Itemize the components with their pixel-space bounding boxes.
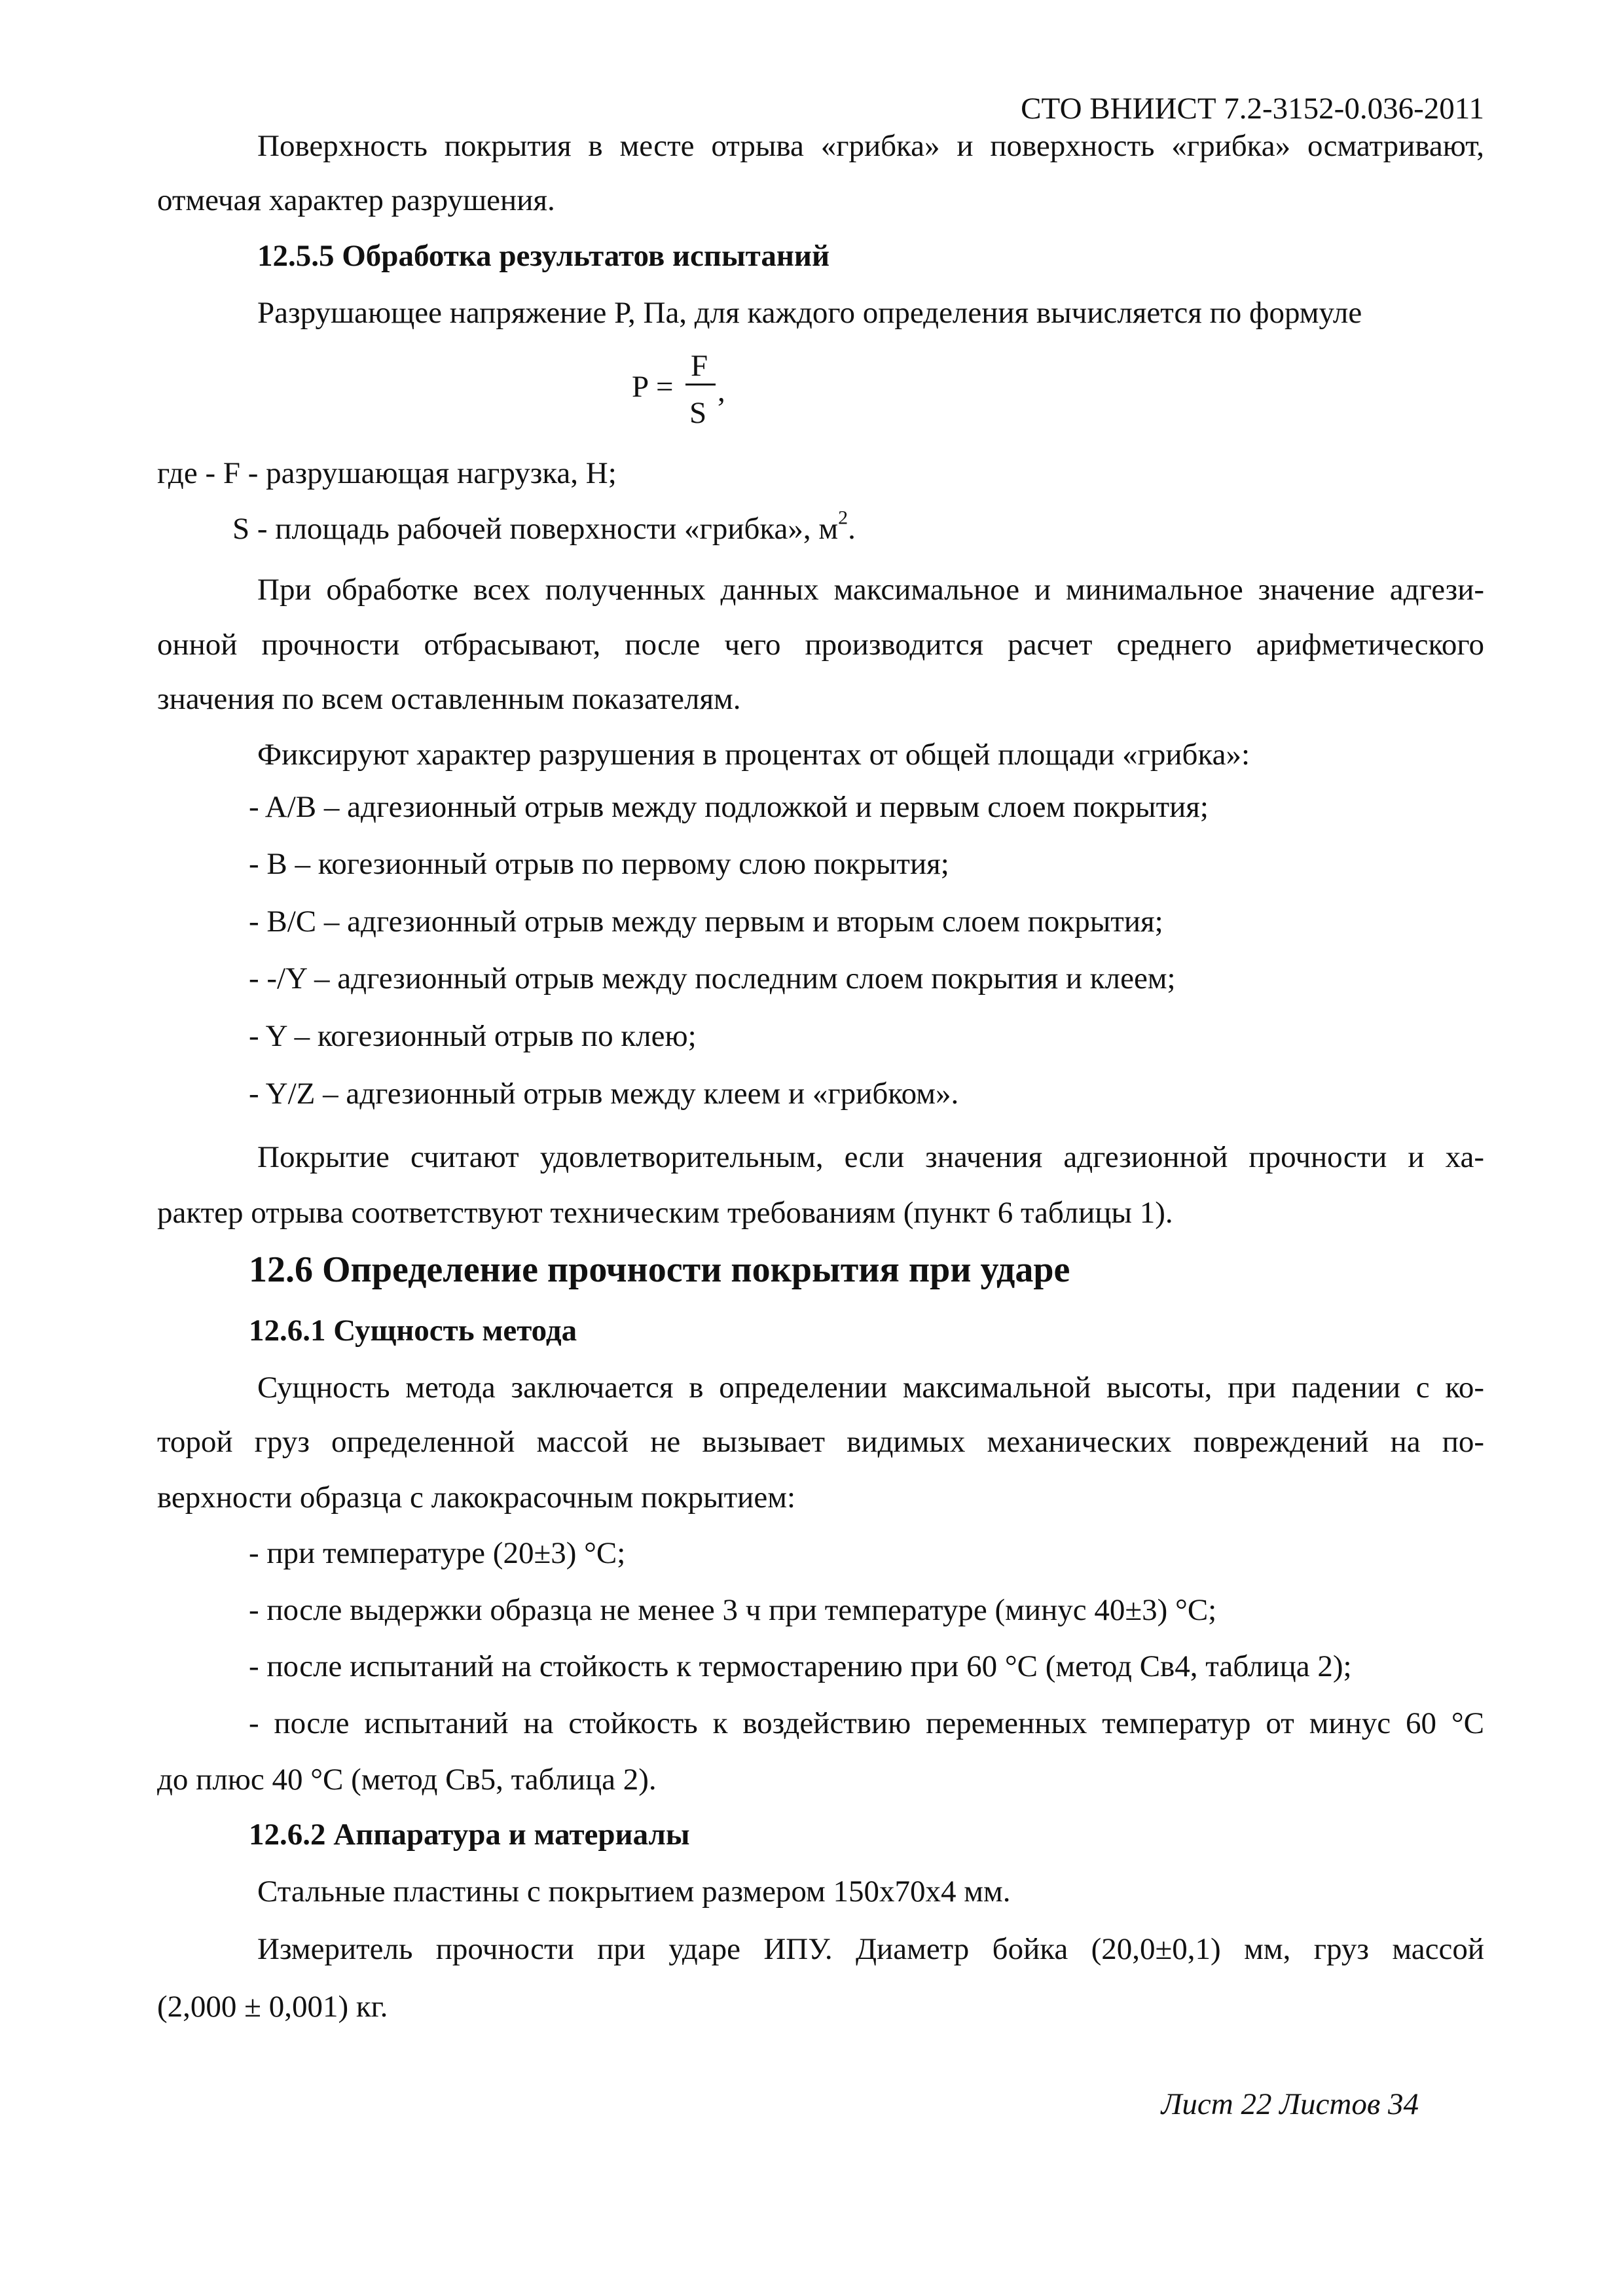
paragraph-line: Сущность метода заключается в определении максимальной высоты, при падении с ко- [257,1371,1484,1405]
subsection-heading: 12.6.2 Аппаратура и материалы [249,1818,690,1852]
definition-line: S - площадь рабочей поверхности «грибка», $м^2$. [232,507,856,546]
paragraph-line: Поверхность покрытия в месте отрыва «грибка» и поверхность «грибка» осматривают, [257,129,1484,163]
subsection-heading: 12.6.1 Сущность метода [249,1314,577,1348]
list-item: - B/C – адгезионный отрыв между первым и вторым слоем покрытия; [249,905,1163,939]
page-footer: Лист 22 Листов 34 [1161,2087,1419,2121]
definition-line: где - F - разрушающая нагрузка, Н; [157,456,617,490]
section-heading: 12.6 Определение прочности покрытия при ударе [249,1249,1070,1290]
formula-lhs: P [632,370,649,404]
formula-comma: , [718,374,725,408]
section-heading: 12.5.5 Обработка результатов испытаний [257,239,830,273]
paragraph-line: Покрытие считают удовлетворительным, если значения адгезионной прочности и ха- [257,1140,1484,1174]
list-item: - Y – когезионный отрыв по клею; [249,1019,697,1053]
list-item: - Y/Z – адгезионный отрыв между клеем и «грибком». [249,1077,959,1111]
formula-numerator: F [691,349,708,383]
formula-equals: = [656,370,674,404]
condition-item: - после испытаний на стойкость к воздействию переменных температур от минус 60 °С [249,1706,1484,1740]
condition-item: - после испытаний на стойкость к термостарению при 60 °С (метод Св4, таблица 2); [249,1649,1352,1683]
formula-denominator: S [689,396,707,430]
paragraph-line: верхности образца с лакокрасочным покрытием: [157,1480,795,1515]
fraction-bar [685,384,716,386]
paragraph-line: Фиксируют характер разрушения в процентах от общей площади «грибка»: [257,738,1250,772]
paragraph-line: рактер отрыва соответствуют техническим требованиям (пункт 6 таблицы 1). [157,1196,1173,1230]
paragraph-line: значения по всем оставленным показателям. [157,682,741,716]
paragraph-line: (2,000 ± 0,001) кг. [157,1990,388,2024]
paragraph-line: онной прочности отбрасывают, после чего производится расчет среднего арифметического [157,628,1484,662]
list-item: - A/B – адгезионный отрыв между подложкой и первым слоем покрытия; [249,790,1209,824]
paragraph-line: Стальные пластины с покрытием размером 150х70х4 мм. [257,1874,1011,1909]
condition-item: - после выдержки образца не менее 3 ч при температуре (минус 40±3) °С; [249,1593,1217,1627]
paragraph-line: торой груз определенной массой не вызывает видимых механических повреждений на по- [157,1425,1484,1459]
paragraph-line: отмечая характер разрушения. [157,183,555,217]
condition-item: - при температуре (20±3) °С; [249,1536,626,1570]
document-code: СТО ВНИИСТ 7.2-3152-0.036-2011 [1021,92,1484,126]
list-item: - B – когезионный отрыв по первому слою покрытия; [249,847,949,881]
paragraph-line: Разрушающее напряжение P, Па, для каждого определения вычисляется по формуле [257,296,1362,330]
paragraph-line: При обработке всех полученных данных максимальное и минимальное значение адгези- [257,573,1484,607]
condition-item: до плюс 40 °С (метод Св5, таблица 2). [157,1763,657,1797]
list-item: - -/Y – адгезионный отрыв между последним слоем покрытия и клеем; [249,961,1176,996]
paragraph-line: Измеритель прочности при ударе ИПУ. Диаметр бойка (20,0±0,1) мм, груз массой [257,1932,1484,1966]
